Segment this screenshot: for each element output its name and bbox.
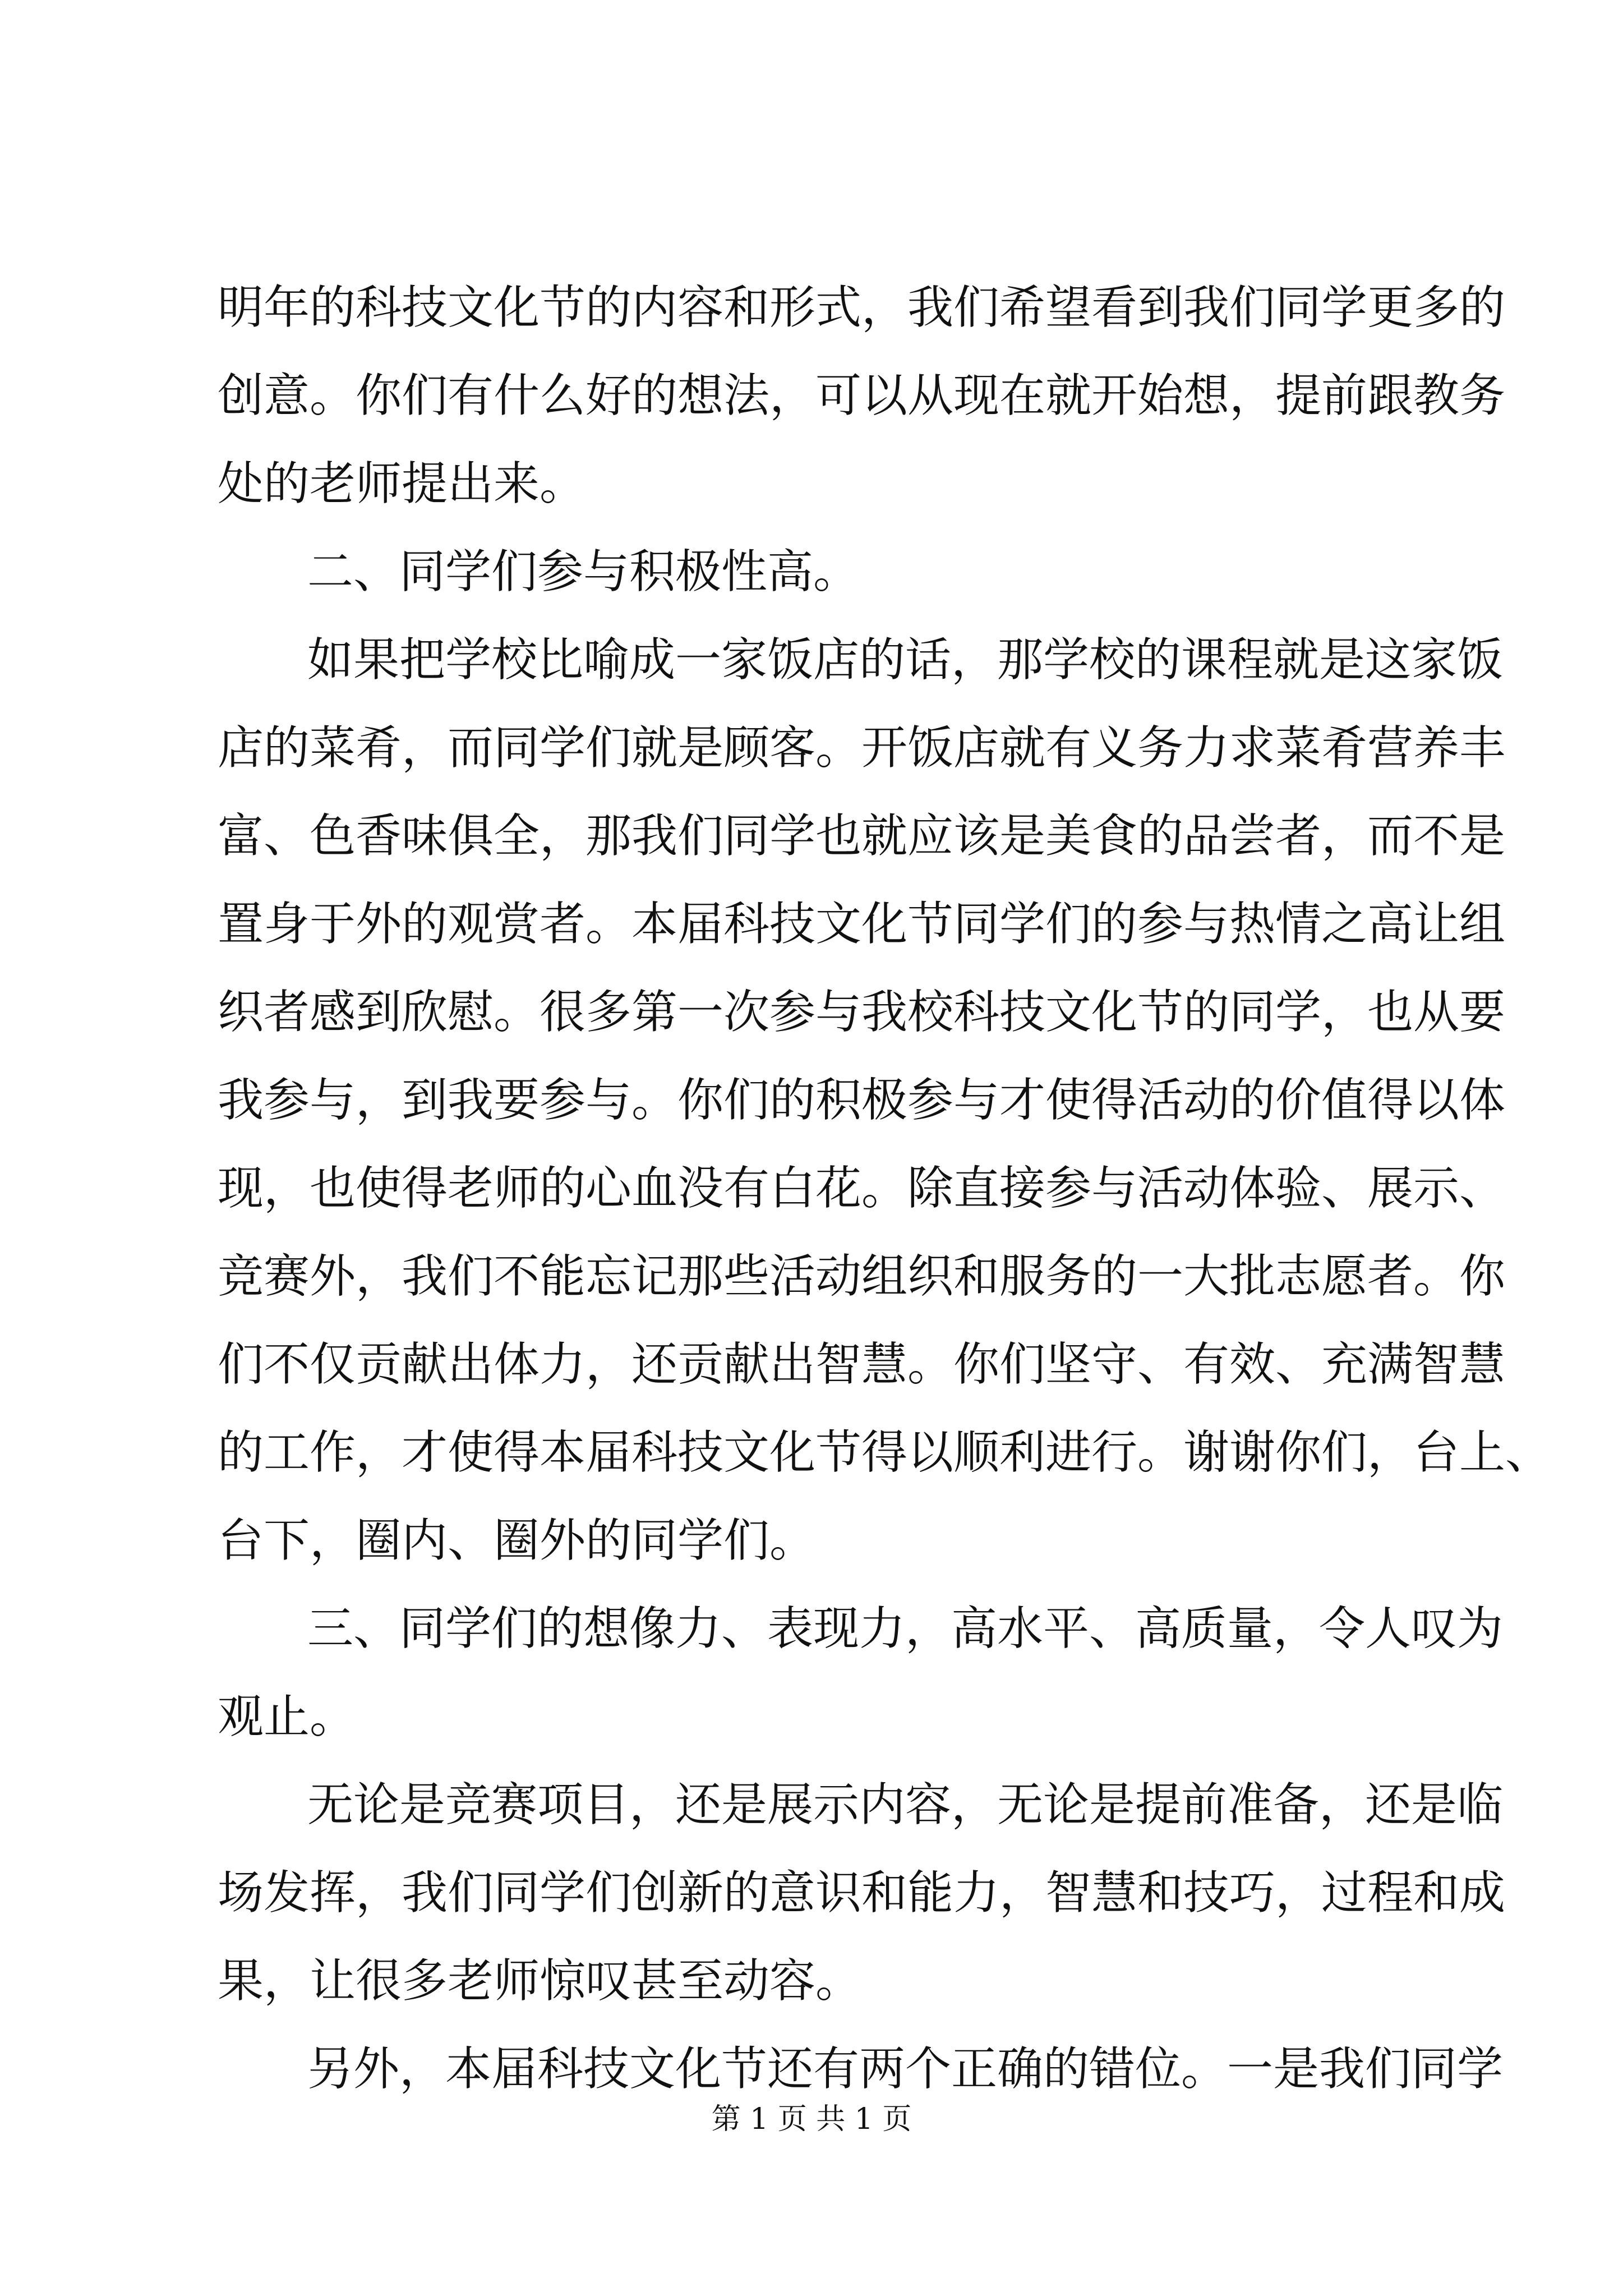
text-line: 果，让很多老师惊叹甚至动容。 xyxy=(218,1954,862,2008)
text-line: 处的老师提出来。 xyxy=(218,457,586,510)
text-line: 置身于外的观赏者。本届科技文化节同学们的参与热情之高让组 xyxy=(218,898,1506,951)
document-body xyxy=(218,264,1552,2113)
text-line: 富、色香味俱全，那我们同学也就应该是美食的品尝者，而不是 xyxy=(218,809,1506,863)
text-line: 台下，圈内、圈外的同学们。 xyxy=(218,1514,816,1567)
section-heading: 二、同学们参与积极性高。 xyxy=(307,545,860,599)
section-heading: 三、同学们的想像力、表现力，高水平、高质量，令人叹为 xyxy=(307,1602,1504,1655)
text-line: 另外，本届科技文化节还有两个正确的错位。一是我们同学 xyxy=(307,2042,1504,2096)
text-line: 创意。你们有什么好的想法，可以从现在就开始想，提前跟教务 xyxy=(218,369,1506,422)
text-line: 我参与，到我要参与。你们的积极参与才使得活动的价值得以体 xyxy=(218,1074,1506,1127)
text-line: 无论是竞赛项目，还是展示内容，无论是提前准备，还是临 xyxy=(307,1778,1504,1832)
page-number: 第 1 页 共 1 页 xyxy=(711,2102,912,2136)
text-line: 织者感到欣慰。很多第一次参与我校科技文化节的同学，也从要 xyxy=(218,986,1506,1039)
text-line: 们不仅贡献出体力，还贡献出智慧。你们坚守、有效、充满智慧 xyxy=(218,1338,1506,1391)
text-line: 的工作，才使得本届科技文化节得以顺利进行。谢谢你们，台上、 xyxy=(218,1426,1552,1479)
page-footer xyxy=(0,2099,1623,2139)
text-line: 如果把学校比喻成一家饭店的话，那学校的课程就是这家饭 xyxy=(307,633,1504,687)
text-line: 竞赛外，我们不能忘记那些活动组织和服务的一大批志愿者。你 xyxy=(218,1250,1506,1303)
text-line: 现，也使得老师的心血没有白花。除直接参与活动体验、展示、 xyxy=(218,1162,1506,1215)
text-line: 观止。 xyxy=(218,1690,356,1743)
text-line: 场发挥，我们同学们创新的意识和能力，智慧和技巧，过程和成 xyxy=(218,1866,1506,1920)
text-line: 明年的科技文化节的内容和形式，我们希望看到我们同学更多的 xyxy=(218,281,1506,334)
text-line: 店的菜肴，而同学们就是顾客。开饭店就有义务力求菜肴营养丰 xyxy=(218,721,1506,775)
